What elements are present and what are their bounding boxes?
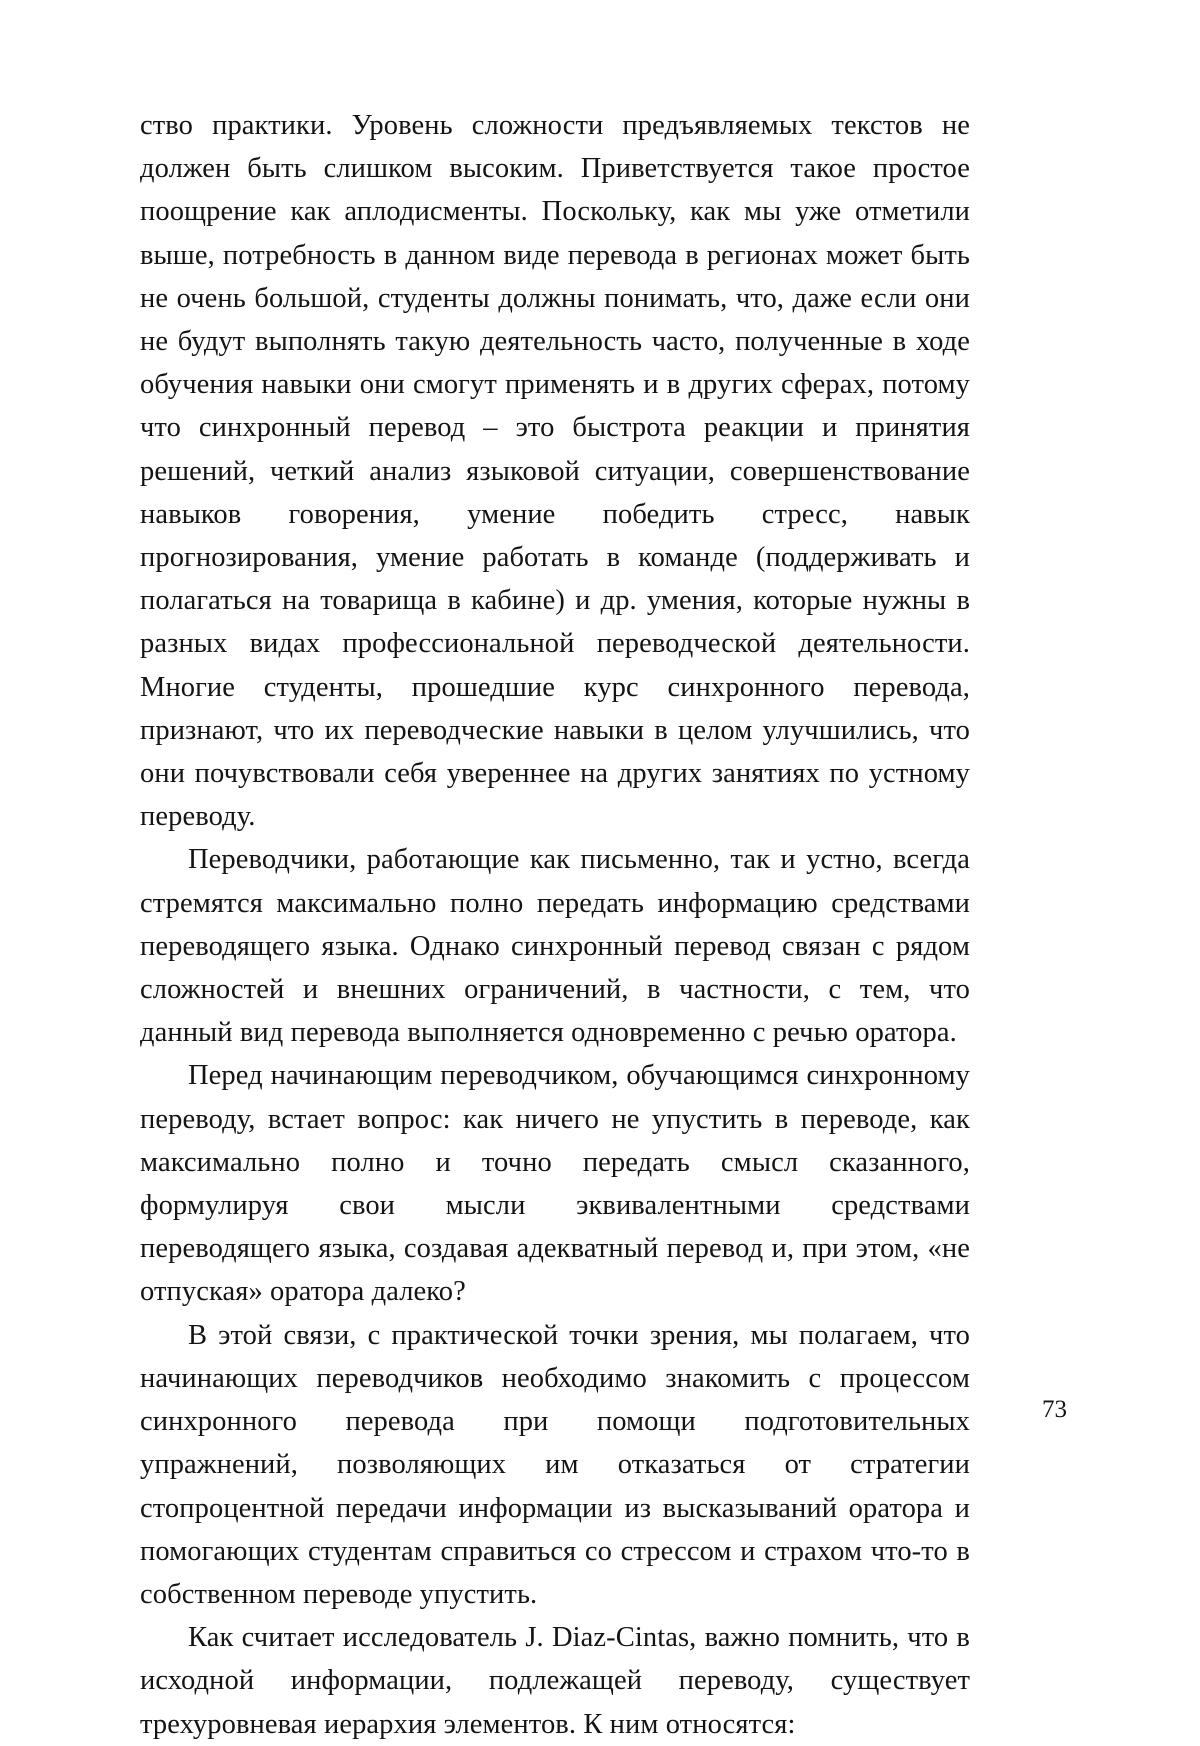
page-number: 73 bbox=[1042, 1396, 1067, 1423]
paragraph: В этой связи, с практической точки зрения, мы полагаем, что начинающих переводчиков необходимо знакомить с процессом синхронного перевода при помощи подготовительных упражнений, позволяющих им отказаться от стратегии стопроцентной передачи информации из высказываний оратора и помогающих студентам справиться со стрессом и страхом что-то в собственном переводе упустить. bbox=[140, 1319, 970, 1610]
paragraph-continued: ство практики. Уровень сложности предъявляемых текстов не должен быть слишком высоким. Приветствуется такое простое поощрение как аплодисменты. Поскольку, как мы уже отметили выше, потребность в данном виде перевода в регионах может быть не очень большой, студенты должны понимать, что, даже если они не будут выполнять такую деятельность часто, полученные в ходе обучения навыки они смогут применять и в других сферах, потому что синхронный перевод – это быстрота реакции и принятия решений, четкий анализ языковой ситуации, совершенствование навыков говорения, умение победить стресс, навык прогнозирования, умение работать в команде (поддерживать и полагаться на товарища в кабине) и др. умения, которые нужны в разных видах профессиональной переводческой деятельности. Многие студенты, прошедшие курс синхронного перевода, признают, что их переводческие навыки в целом улучшились, что они почувствовали себя увереннее на других занятиях по устному переводу. bbox=[140, 110, 970, 833]
paragraph: Переводчики, работающие как письменно, так и устно, всегда стремятся максимально полно передать информацию средствами переводящего языка. Однако синхронный перевод связан с рядом сложностей и внешних ограничений, в частности, с тем, что данный вид перевода выполняется одновременно с речью оратора. bbox=[140, 844, 970, 1049]
body-text-column bbox=[140, 104, 970, 1746]
paragraph: Как считает исследователь J. Diaz-Cintas, важно помнить, что в исходной информации, подлежащей переводу, существует трехуровневая иерархия элементов. К ним относятся: bbox=[140, 1622, 970, 1740]
paragraph: Перед начинающим переводчиком, обучающимся синхронному переводу, встает вопрос: как ничего не упустить в переводе, как максимально полно и точно передать смысл сказанного, формулируя свои мысли эквивалентными средствами переводящего языка, создавая адекватный перевод и, при этом, «не отпуская» оратора далеко? bbox=[140, 1060, 970, 1308]
